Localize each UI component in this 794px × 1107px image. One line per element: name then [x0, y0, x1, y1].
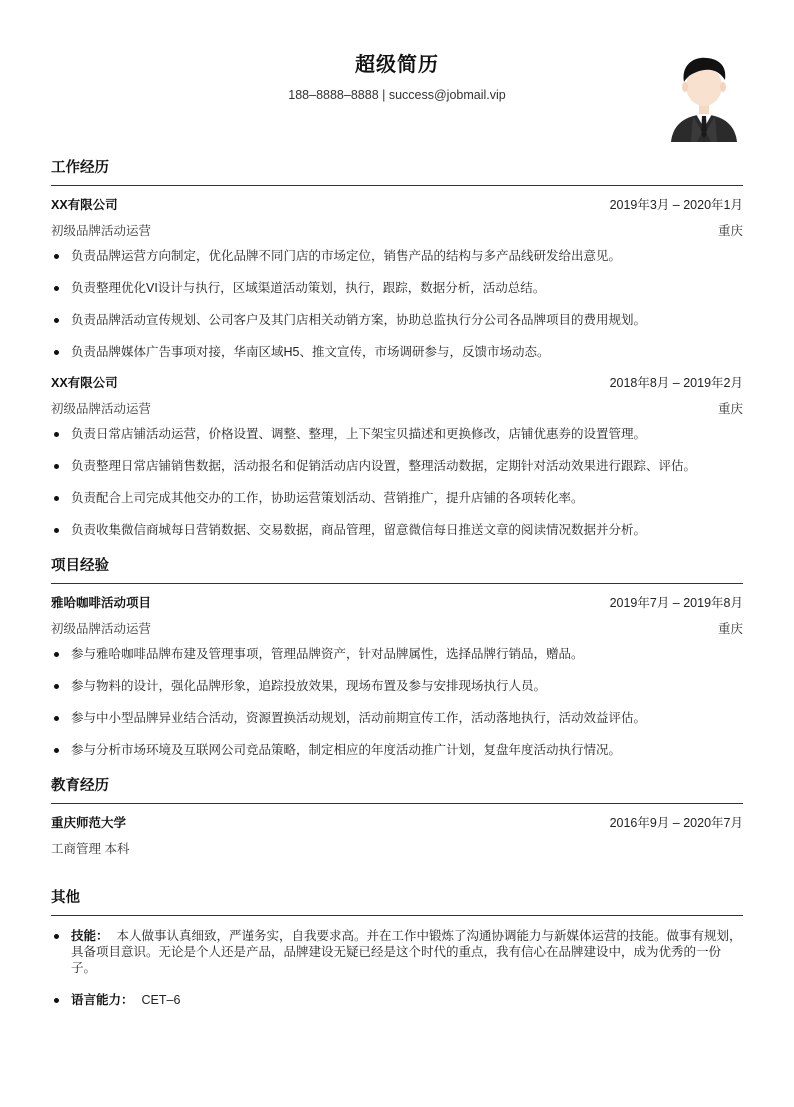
- project-period: 2019年7月 – 2019年8月: [609, 596, 743, 610]
- contact-info: 188–8888–8888 | success@jobmail.vip: [288, 88, 506, 102]
- job-location: 重庆: [717, 402, 743, 416]
- other-list: [51, 928, 743, 1008]
- project-name: 雅哈咖啡活动项目: [51, 596, 152, 610]
- list-item: 参与物料的设计，强化品牌形象，追踪投放效果，现场布置及参与安排现场执行人员。: [51, 678, 743, 694]
- list-item: 负责配合上司完成其他交办的工作，协助运营策划活动、营销推广，提升店铺的各项转化率。: [51, 490, 743, 506]
- list-item: 负责品牌媒体广告事项对接，华南区域H5、推文宣传，市场调研参与，反馈市场动态。: [51, 344, 743, 360]
- job-location: 重庆: [717, 224, 743, 238]
- resume-header: [51, 0, 743, 150]
- work-section-title: 工作经历: [51, 156, 743, 186]
- resume-name: 超级简历: [355, 54, 439, 76]
- job-bullets: [51, 248, 743, 360]
- other-section-title: 其他: [51, 886, 743, 916]
- education-period: 2016年9月 – 2020年7月: [609, 816, 743, 830]
- education-major: 工商管理 本科: [51, 842, 130, 856]
- education-section: [51, 774, 743, 856]
- list-item: 负责整理日常店铺销售数据，活动报名和促销活动店内设置，整理活动数据，定期针对活动效果进行跟踪、评估。: [51, 458, 743, 474]
- list-item: [51, 992, 743, 1008]
- project-section: [51, 554, 743, 758]
- project-position: 初级品牌活动运营: [51, 622, 152, 636]
- job-bullets: [51, 426, 743, 538]
- list-item: 参与分析市场环境及互联网公司竞品策略，制定相应的年度活动推广计划，复盘年度活动执行情况。: [51, 742, 743, 758]
- list-item: 负责品牌活动宣传规划、公司客户及其门店相关动销方案，协助总监执行分公司各品牌项目的费用规划。: [51, 312, 743, 328]
- job-company: XX有限公司: [51, 198, 118, 212]
- job-company: XX有限公司: [51, 376, 118, 390]
- skills-text: 本人做事认真细致，严谨务实，自我要求高。并在工作中锻炼了沟通协调能力与新媒体运营的技能。做事有规划，具备项目意识。无论是个人还是产品，品牌建设无疑已经是这个时代的重点，我有信心在品牌建设中，成为优秀的一份子。: [71, 929, 742, 975]
- job-entry: [51, 376, 743, 538]
- project-bullets: [51, 646, 743, 758]
- job-position: 初级品牌活动运营: [51, 402, 152, 416]
- list-item: 负责收集微信商城每日营销数据、交易数据，商品管理，留意微信每日推送文章的阅读情况数据并分析。: [51, 522, 743, 538]
- list-item: 负责品牌运营方向制定，优化品牌不同门店的市场定位，销售产品的结构与多产品线研发给出意见。: [51, 248, 743, 264]
- avatar: [669, 54, 739, 142]
- project-location: 重庆: [717, 622, 743, 636]
- job-entry: [51, 198, 743, 360]
- list-item: 负责整理优化VI设计与执行，区域渠道活动策划，执行，跟踪，数据分析，活动总结。: [51, 280, 743, 296]
- project-section-title: 项目经验: [51, 554, 743, 584]
- other-section: [51, 886, 743, 1008]
- work-section: [51, 156, 743, 538]
- resume-page: [51, 0, 743, 1024]
- list-item: 参与雅哈咖啡品牌布建及管理事项，管理品牌资产，针对品牌属性，选择品牌行销品，赠品。: [51, 646, 743, 662]
- list-item: 负责日常店铺活动运营，价格设置、调整、整理，上下架宝贝描述和更换修改，店铺优惠券的设置管理。: [51, 426, 743, 442]
- job-period: 2019年3月 – 2020年1月: [609, 198, 743, 212]
- list-item: 参与中小型品牌异业结合活动，资源置换活动规划，活动前期宣传工作，活动落地执行，活动效益评估。: [51, 710, 743, 726]
- job-period: 2018年8月 – 2019年2月: [609, 376, 743, 390]
- job-position: 初级品牌活动运营: [51, 224, 152, 238]
- school-name: 重庆师范大学: [51, 816, 127, 830]
- skills-label: 技能：: [71, 929, 109, 943]
- language-text: CET–6: [141, 993, 181, 1007]
- language-label: 语言能力：: [71, 993, 134, 1007]
- list-item: [51, 928, 743, 976]
- education-section-title: 教育经历: [51, 774, 743, 804]
